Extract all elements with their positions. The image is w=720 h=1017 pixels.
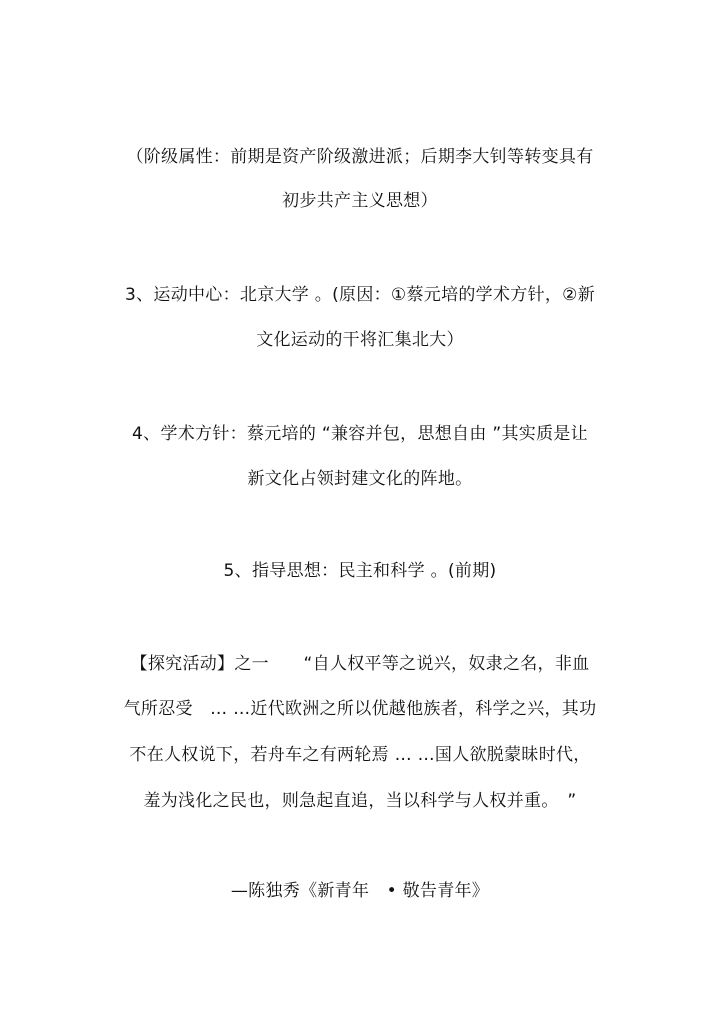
paragraph-academic-policy-line-2: 新文化占领封建文化的阵地。: [247, 469, 473, 489]
paragraph-inquiry-activity-line-3: 不在人权说下，若舟车之有两轮焉 … …国人欲脱蒙昧时代，: [129, 745, 591, 765]
paragraph-guiding-thought: 5、指导思想：民主和科学 。(前期): [223, 561, 497, 581]
paragraph-inquiry-activity-line-1: 【探究活动】之一 “自人权平等之说兴，奴隶之名，非血: [130, 654, 590, 674]
paragraph-inquiry-activity-line-2: 气所忍受 … …近代欧洲之所以优越他族者，科学之兴，其功: [123, 699, 597, 719]
paragraph-inquiry-activity-line-4: 羞为浅化之民也，则急起直追，当以科学与人权并重。 ”: [143, 791, 577, 811]
paragraph-academic-policy-line-1: 4、学术方针：蔡元培的 “兼容并包，思想自由 ”其实质是让: [132, 424, 588, 444]
quote-attribution: —陈独秀《新青年 • 敬告青年》: [230, 881, 490, 901]
paragraph-class-attribute-line-1: （阶级属性：前期是资产阶级激进派；后期李大钊等转变具有: [126, 147, 594, 167]
paragraph-movement-center-line-2: 文化运动的干将汇集北大）: [256, 330, 464, 350]
paragraph-class-attribute-line-2: 初步共产主义思想）: [282, 191, 438, 211]
paragraph-movement-center-line-1: 3、运动中心：北京大学 。(原因：①蔡元培的学术方针，②新: [124, 285, 596, 305]
